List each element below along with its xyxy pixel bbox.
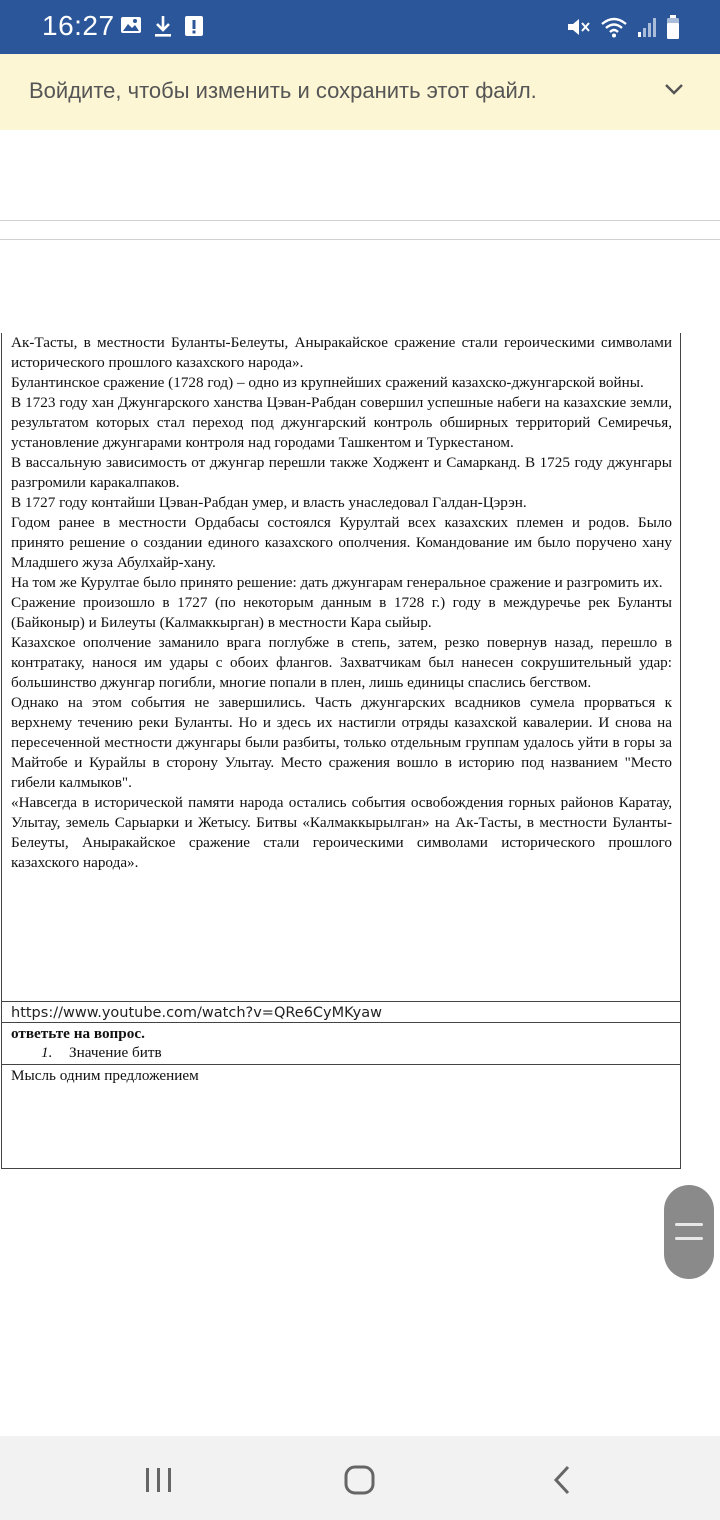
alert-icon xyxy=(184,14,204,43)
handle-grip-line xyxy=(675,1223,703,1226)
recent-apps-icon[interactable] xyxy=(128,1462,188,1498)
paragraph: Казахское ополчение заманило врага поглубже в степь, затем, резко повернув назад, перешло в контратаку, нанося им удары с обоих флангов. Захватчикам был нанесен сокрушительный удар: большинство джунгар погибли, многие попали в плен, лишь единицы спаслись бегством. xyxy=(11,634,672,691)
status-bar xyxy=(0,0,720,54)
answer-cell[interactable] xyxy=(1,1065,681,1169)
scroll-handle[interactable] xyxy=(664,1185,714,1279)
signal-icon xyxy=(636,15,658,44)
video-link-cell xyxy=(1,1001,681,1023)
status-time: 16:27 xyxy=(42,10,115,41)
question-title: ответьте на вопрос. xyxy=(11,1025,145,1042)
chevron-down-icon[interactable] xyxy=(664,82,684,101)
image-icon xyxy=(120,14,142,43)
mute-icon xyxy=(566,15,592,44)
home-icon[interactable] xyxy=(330,1462,390,1498)
paragraph: В 1727 году контайши Цэван-Рабдан умер, и власть унаследовал Галдан-Цэрэн. xyxy=(11,494,527,511)
paragraph: В вассальную зависимость от джунгар перешли также Ходжент и Самарканд. В 1725 году джунгары разгромили каракалпаков. xyxy=(11,454,672,491)
question-text: Значение битв xyxy=(69,1044,162,1061)
battery-icon xyxy=(666,14,680,45)
wifi-icon xyxy=(600,15,628,44)
question-cell xyxy=(1,1023,681,1065)
paragraph: «Навсегда в исторической памяти народа остались события освобождения горных районов Каратау, Улытау, земель Сарыарки и Жетысу. Битвы «Калмаккырылган» на Ак-Тасты, в местности Буланты-Белеуты, Аныракайское сражение стали героическими символами исторического прошлого казахского народа». xyxy=(11,794,672,871)
answer-label: Мысль одним предложением xyxy=(11,1067,199,1084)
banner-text: Войдите, чтобы изменить и сохранить этот файл. xyxy=(29,78,537,103)
paragraph: Ак-Тасты, в местности Буланты-Белеуты, Аныракайское сражение стали героическими символами исторического прошлого казахского народа». xyxy=(11,334,672,371)
paragraph: Сражение произошло в 1727 (по некоторым данным в 1728 г.) году в междуречье рек Буланты (Байконыр) и Билеуты (Калмаккырган) в местности Кара сыйыр. xyxy=(11,594,672,631)
handle-grip-line xyxy=(675,1237,703,1240)
question-item xyxy=(11,1043,671,1062)
video-link[interactable]: https://www.youtube.com/watch?v=QRe6CyMKyaw xyxy=(11,1005,382,1021)
back-icon[interactable] xyxy=(532,1462,592,1498)
document-table xyxy=(1,333,681,1169)
paragraph: В 1723 году хан Джунгарского ханства Цэван-Рабдан совершил успешные набеги на казахские земли, результатом которых стал переход под джунгарский контроль обширных территорий Семиречья, установление джунгарами контроля над городами Ташкентом и Туркестаном. xyxy=(11,394,672,451)
document-text-cell xyxy=(1,333,681,1001)
paragraph: На том же Курултае было принято решение: дать джунгарам генеральное сражение и разгромить их. xyxy=(11,574,663,591)
page-divider xyxy=(0,239,720,240)
sign-in-banner[interactable] xyxy=(0,54,720,130)
page-divider xyxy=(0,220,720,221)
paragraph: Однако на этом события не завершились. Часть джунгарских всадников сумела прорваться к верхнему течению реки Буланты. Но и здесь их настигли отряды казахской кавалерии. И снова на пересеченной местности джунгары были разбиты, только отдельным группам удалось уйти в горы за Майтобе и Курайлы в сторону Улытау. Место сражения вошло в историю под названием "Место гибели калмыков". xyxy=(11,694,672,791)
paragraph: Булантинское сражение (1728 год) – одно из крупнейших сражений казахско-джунгарской войны. xyxy=(11,374,644,391)
paragraph: Годом ранее в местности Ордабасы состоялся Курултай всех казахских племен и родов. Было принято решение о создании единого казахского ополчения. Командование им было поручено хану Младшего жуза Абулхайр-хану. xyxy=(11,514,672,571)
download-icon xyxy=(152,14,174,43)
question-number: 1. xyxy=(41,1044,53,1061)
navigation-bar xyxy=(0,1436,720,1520)
